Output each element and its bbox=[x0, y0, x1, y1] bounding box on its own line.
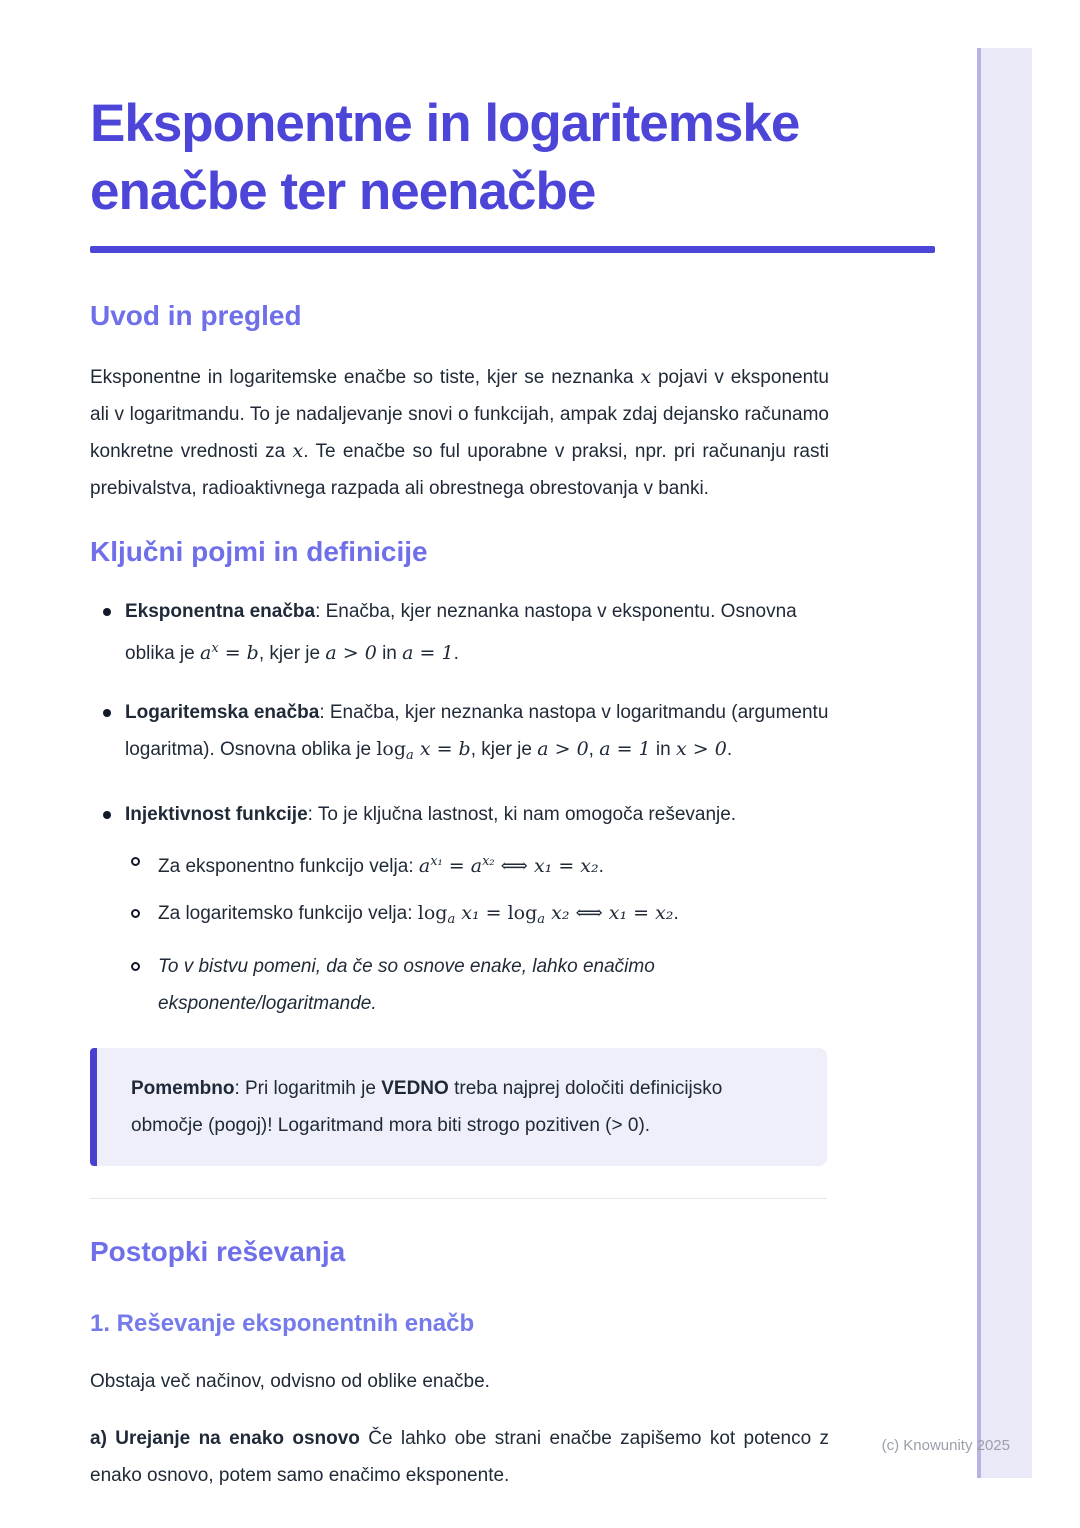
method-a-text: Če lahko obe strani enačbe zapišemo kot potenco z enako osnovo, potem samo enačimo eksponente. bbox=[90, 1428, 829, 1486]
math-expression: a > 0 bbox=[325, 642, 377, 664]
item-text: : Enačba, kjer neznanka nastopa v logaritmandu (argumentu logaritma). Osnovna oblika je bbox=[125, 702, 829, 760]
item-text: . bbox=[453, 643, 459, 664]
methods-paragraph-1: Obstaja več načinov, odvisno od oblike enačbe. bbox=[90, 1371, 490, 1392]
page-title-line2: enačbe ter neenačbe bbox=[90, 162, 596, 221]
item-text-italic: To v bistvu pomeni, da če so osnove enake, lahko enačimo eksponente/logaritmande. bbox=[158, 956, 655, 1014]
math-var: x bbox=[292, 440, 304, 462]
side-strip bbox=[977, 48, 1032, 1478]
math-expression: $\log_a x_1 = \log_a x_2$ ⟺ x₁ = x₂ bbox=[417, 902, 674, 927]
callout-text: : Pri logaritmih je bbox=[234, 1078, 382, 1099]
term-label: Eksponentna enačba bbox=[125, 601, 316, 622]
item-text: , kjer je bbox=[258, 643, 326, 664]
sub-item-note bbox=[125, 948, 829, 1022]
intro-text: Eksponentne in logaritemske enačbe so tiste, kjer se neznanka bbox=[90, 367, 641, 388]
math-expression: $a^{x_1} = a^{x_2}$ ⟺ x₁ = x₂ bbox=[418, 854, 599, 877]
bullet-icon bbox=[103, 608, 111, 616]
item-text: , bbox=[588, 739, 600, 760]
list-item-exponential-equation bbox=[90, 593, 829, 672]
item-text: . bbox=[726, 739, 733, 760]
sub-item-exponential-rule bbox=[125, 843, 829, 885]
callout-text: treba najprej določiti definicijsko območje (pogoj)! Logaritmand mora biti strogo pozitiven (> 0). bbox=[131, 1078, 723, 1136]
sub-heading-exponential-solving: 1. Reševanje eksponentnih enačb bbox=[90, 1310, 475, 1337]
intro-paragraph bbox=[90, 359, 829, 507]
math-expression: a = 1 bbox=[599, 738, 651, 760]
method-a-label: a) Urejanje na enako osnovo bbox=[90, 1428, 360, 1449]
content-column bbox=[90, 0, 829, 1494]
math-expression: a > 0 bbox=[537, 738, 589, 760]
item-text: . bbox=[673, 903, 679, 924]
sub-bullet-list bbox=[125, 843, 829, 1022]
item-text: in bbox=[650, 739, 677, 760]
section-divider bbox=[90, 1198, 827, 1199]
circle-bullet-icon bbox=[131, 857, 140, 866]
circle-bullet-icon bbox=[131, 962, 140, 971]
intro-text: pojavi v eksponentu ali v logaritmandu. To je nadaljevanje snovi o funkcijah, ampak zdaj dejansko računamo konkretne vrednosti za bbox=[90, 367, 829, 462]
bullet-list bbox=[90, 593, 829, 1022]
callout-emphasis: VEDNO bbox=[381, 1078, 449, 1099]
circle-bullet-icon bbox=[131, 909, 140, 918]
page-title bbox=[90, 90, 960, 226]
item-text: , kjer je bbox=[470, 739, 538, 760]
title-underline bbox=[90, 246, 935, 253]
sub-item-logarithmic-rule bbox=[125, 895, 829, 938]
section-heading-methods: Postopki reševanja bbox=[90, 1236, 346, 1267]
term-label: Injektivnost funkcije bbox=[125, 804, 308, 825]
math-expression: a = 1 bbox=[402, 642, 454, 664]
bullet-icon bbox=[103, 709, 111, 717]
callout-label: Pomembno bbox=[131, 1078, 235, 1099]
list-item-logarithmic-equation bbox=[90, 694, 829, 774]
list-item-injectivity bbox=[90, 796, 829, 1022]
item-text: in bbox=[376, 643, 403, 664]
math-expression: $a^x = b$ bbox=[200, 641, 259, 664]
item-text: . bbox=[598, 856, 604, 877]
section-heading-intro: Uvod in pregled bbox=[90, 300, 302, 331]
callout-box bbox=[90, 1048, 827, 1166]
bullet-icon bbox=[103, 811, 111, 819]
intro-text: . Te enačbe so ful uporabne v praksi, npr. pri računanju rasti prebivalstva, radioaktivnega razpada ali obrestnega obrestovanja v banki. bbox=[90, 441, 829, 499]
item-text: Za logaritemsko funkcijo velja: bbox=[158, 903, 418, 924]
item-text: : Enačba, kjer neznanka nastopa v eksponentu. Osnovna oblika je bbox=[125, 601, 797, 664]
math-var: x bbox=[640, 366, 652, 388]
term-label: Logaritemska enačba bbox=[125, 702, 320, 723]
item-text: : To je ključna lastnost, ki nam omogoča reševanje. bbox=[307, 804, 737, 825]
page-title-line1: Eksponentne in logaritemske bbox=[90, 94, 800, 153]
methods-paragraph-2 bbox=[90, 1420, 829, 1494]
math-expression: x > 0 bbox=[676, 738, 727, 760]
math-expression: $\log_a x = b$ bbox=[376, 738, 471, 763]
section-heading-concepts: Ključni pojmi in definicije bbox=[90, 536, 428, 567]
item-text: Za eksponentno funkcijo velja: bbox=[158, 856, 419, 877]
footer-credit: (c) Knowunity 2025 bbox=[881, 1437, 1010, 1454]
